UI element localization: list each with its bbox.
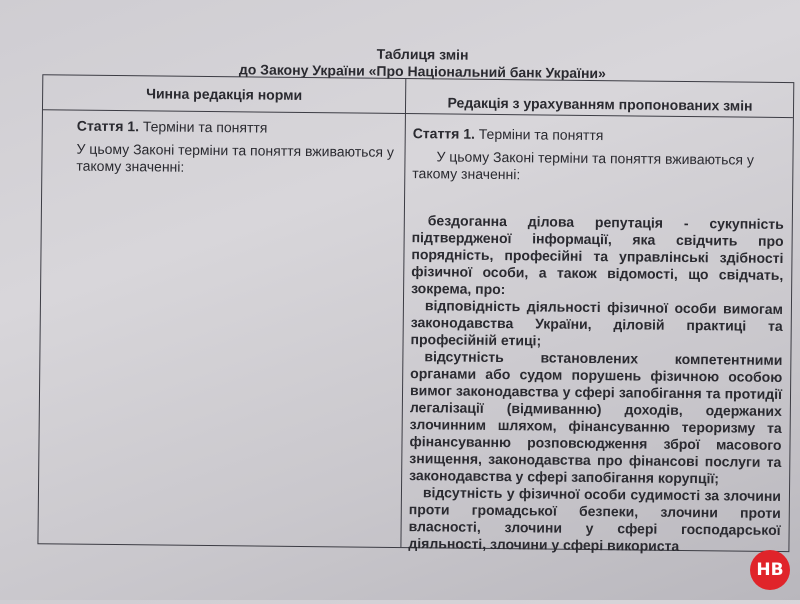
intro-text: У цьому Законі терміни та поняття вживаються у такому значенні:	[76, 140, 395, 175]
definition-block	[408, 212, 784, 556]
changes-table	[37, 74, 794, 552]
title-line-1: Таблиця змін	[376, 45, 469, 63]
intro-text: У цьому Законі терміни та поняття вживаються у такому значенні:	[412, 148, 754, 183]
definition-paragraph: відсутність встановлених компетентними органами або судом порушень фізичною особою вимог законодавства у сфері запобігання та протидії легалізації (відмиванню) доходів, одержаних злочинним шляхом, фінансуванню тероризму та фінансуванню розповсюдження зброї масового знищення, законодавства про фінансові послуги та законодавства у сфері запобігання корупції;	[409, 348, 783, 487]
article-title: Терміни та поняття	[138, 118, 268, 136]
definition-paragraph: бездоганна ділова репутація - сукупність підтвердженої інформації, яка свідчить про порядність, професійні та управлінські здібності фізичної особи, а також відомості, що свідчать, зокрема, про:	[411, 212, 784, 298]
article-number: Стаття 1.	[76, 117, 140, 135]
header-current-version: Чинна редакція норми	[146, 85, 303, 103]
proposed-version-cell	[408, 125, 784, 556]
current-version-cell	[76, 118, 402, 178]
article-heading	[413, 125, 785, 146]
definition-paragraph: відповідність діяльності фізичної особи вимогам законодавства України, діловій практиці та професійній етиці;	[410, 297, 784, 349]
article-title: Терміни та поняття	[474, 125, 604, 144]
header-proposed-version: Редакція з урахуванням пропонованих змін	[447, 94, 753, 114]
definition-paragraph: відсутність у фізичної особи судимості за злочини проти громадської безпеки, злочини проти власності, злочини у сфері господарської діяльності, злочини у сфері використа	[408, 484, 782, 554]
article-number: Стаття 1.	[412, 125, 476, 142]
article-heading	[77, 118, 402, 138]
watermark-logo: НВ	[750, 550, 790, 590]
title-line-2: до Закону України «Про Національний банк України»	[238, 61, 606, 82]
